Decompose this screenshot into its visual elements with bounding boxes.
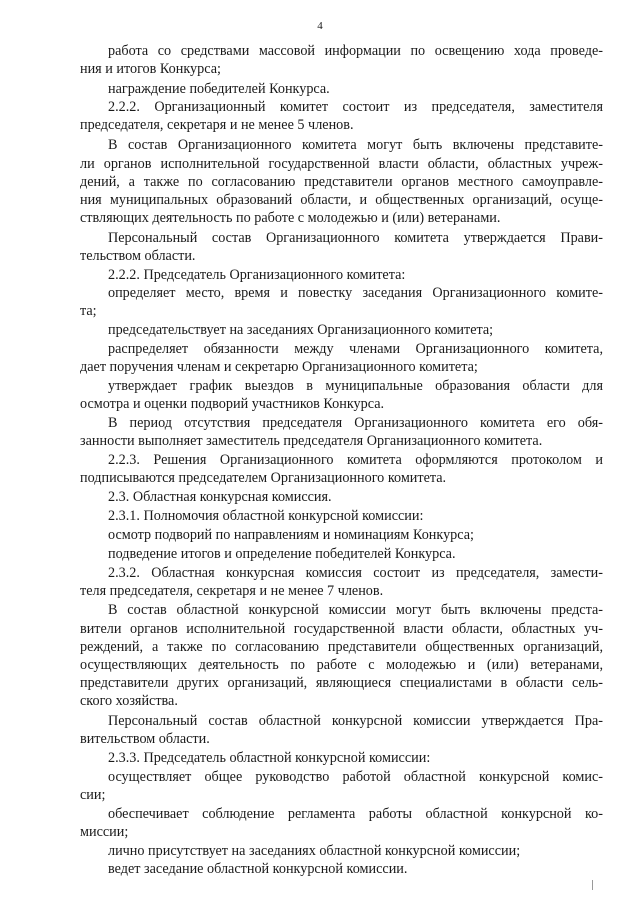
text-line: осуществляет общее руководство работой областной конкурсной комис-	[108, 769, 603, 785]
text-line: 2.3.2. Областная конкурсная комиссия состоит из председателя, замести-	[108, 565, 603, 581]
text-line: обеспечивает соблюдение регламента работы областной конкурсной ко-	[108, 806, 603, 822]
text-line: осуществляющих деятельность по работе с молодежью и (или) ветеранами,	[80, 657, 603, 673]
text-line: В состав Организационного комитета могут быть включены представите-	[108, 137, 603, 153]
text-line: определяет место, время и повестку заседания Организационного комите-	[108, 285, 603, 301]
text-line: ния муниципальных образований области, и общественных организаций, осуще-	[80, 192, 603, 208]
text-line: осмотр подворий по направлениям и номинациям Конкурса;	[108, 527, 474, 543]
text-line: тельством области.	[80, 248, 196, 264]
text-line: миссии;	[80, 824, 129, 840]
text-line: теля председателя, секретаря и не менее 7 членов.	[80, 583, 384, 599]
text-line: председательствует на заседаниях Организационного комитета;	[108, 322, 494, 338]
text-line: 2.2.2. Организационный комитет состоит из председателя, заместителя	[108, 99, 603, 115]
text-line: ского хозяйства.	[80, 693, 178, 709]
text-line: председателя, секретаря и не менее 5 членов.	[80, 117, 354, 133]
text-line: занности выполняет заместитель председателя Организационного комитета.	[80, 433, 543, 449]
scan-mark	[592, 880, 593, 890]
text-line: Персональный состав Организационного комитета утверждается Прави-	[108, 230, 603, 246]
text-line: лично присутствует на заседаниях областной конкурсной комиссии;	[108, 843, 521, 859]
text-line: подписываются председателем Организационного комитета.	[80, 470, 447, 486]
text-line: распределяет обязанности между членами Организационного комитета,	[108, 341, 603, 357]
text-line: ведет заседание областной конкурсной комиссии.	[108, 861, 408, 877]
text-line: ли органов исполнительной государственной власти области, областных учреж-	[80, 156, 603, 172]
text-line: подведение итогов и определение победителей Конкурса.	[108, 546, 456, 562]
text-line: В период отсутствия председателя Организационного комитета его обя-	[108, 415, 603, 431]
text-line: ния и итогов Конкурса;	[80, 61, 221, 77]
text-line: представители других организаций, являющиеся специалистами в области сель-	[80, 675, 603, 691]
text-line: утверждает график выездов в муниципальные образования области для	[108, 378, 603, 394]
text-line: награждение победителей Конкурса.	[108, 81, 330, 97]
text-line: 2.3. Областная конкурсная комиссия.	[108, 489, 332, 505]
text-line: работа со средствами массовой информации по освещению хода проведе-	[108, 43, 603, 59]
text-line: та;	[80, 303, 97, 319]
text-line: 2.3.1. Полномочия областной конкурсной комиссии:	[108, 508, 424, 524]
text-line: реждений, а также по согласованию представители общественных организаций,	[80, 639, 603, 655]
text-line: В состав областной конкурсной комиссии могут быть включены предста-	[108, 602, 603, 618]
text-line: 2.3.3. Председатель областной конкурсной комиссии:	[108, 750, 431, 766]
text-line: сии;	[80, 787, 106, 803]
text-line: дений, а также по согласованию представители органов местного самоуправле-	[80, 174, 603, 190]
text-line: 2.2.2. Председатель Организационного комитета:	[108, 267, 406, 283]
text-line: дает поручения членам и секретарю Организационного комитета;	[80, 359, 478, 375]
text-line: вительством области.	[80, 731, 210, 747]
page-number: 4	[317, 20, 323, 32]
text-line: осмотра и оценки подворий участников Конкурса.	[80, 396, 385, 412]
text-line: 2.2.3. Решения Организационного комитета оформляются протоколом и	[108, 452, 603, 468]
text-line: ствляющих деятельность по работе с молодежью и (или) ветеранами.	[80, 210, 501, 226]
text-line: Персональный состав областной конкурсной комиссии утверждается Пра-	[108, 713, 603, 729]
text-line: вители органов исполнительной государственной власти области, областных уч-	[80, 621, 603, 637]
